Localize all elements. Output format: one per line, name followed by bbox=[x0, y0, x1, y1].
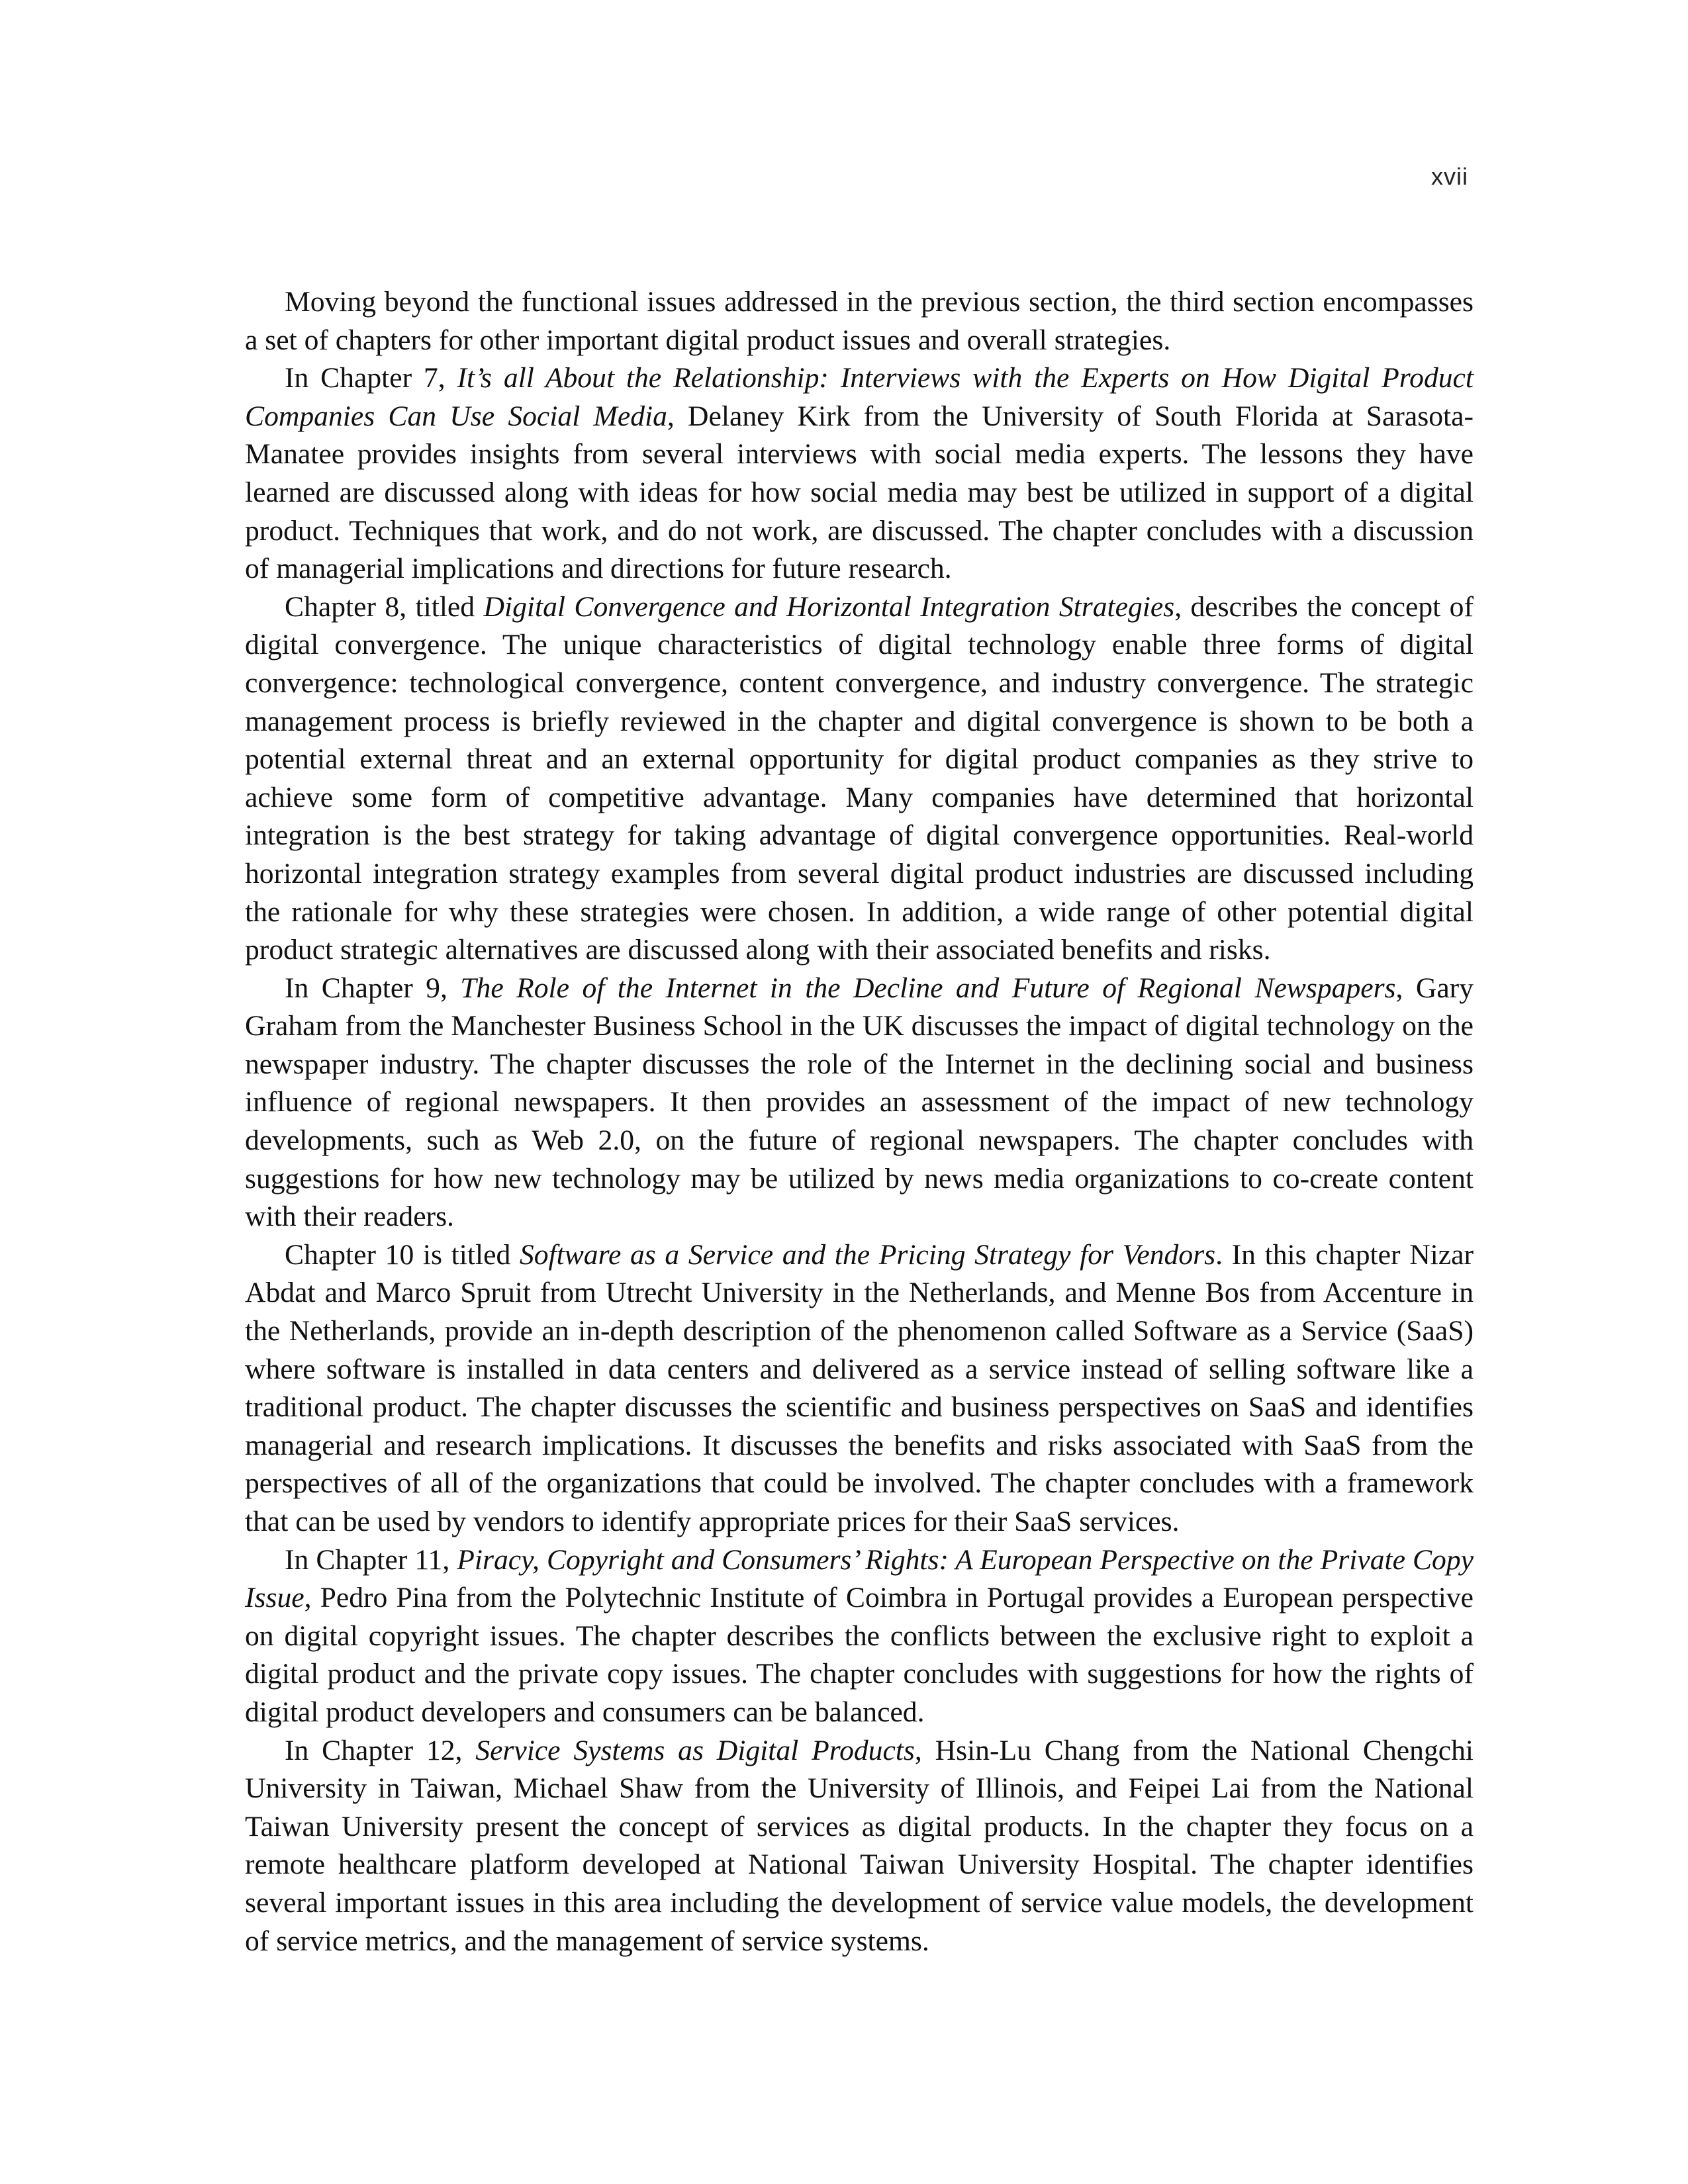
paragraph-chapter-9 bbox=[245, 970, 1474, 1236]
page-number: xvii bbox=[1431, 163, 1468, 190]
paragraph-text: . In this chapter Nizar Abdat and Marco Spruit from Utrecht University in the Netherlands, and Menne Bos from Accenture in the Netherlands, provide an in-depth description of the phenomenon called Software as a Service (SaaS) where software is installed in data centers and delivered as a service instead of selling software like a traditional product. The chapter discusses the scientific and business perspectives on SaaS and identifies managerial and research implications. It discusses the benefits and risks associated with SaaS from the perspectives of all of the organizations that could be involved. The chapter concludes with a framework that can be used by vendors to identify appropriate prices for their SaaS services. bbox=[245, 1238, 1474, 1537]
paragraph-section-intro bbox=[245, 283, 1474, 359]
chapter-title: It’s all About the Relationship: Interviews with the Experts on How Digital Product Companies Can Use Social Media bbox=[245, 362, 1474, 432]
paragraph-text: In Chapter 11, bbox=[285, 1543, 457, 1576]
paragraph-chapter-11 bbox=[245, 1541, 1474, 1732]
paragraph-chapter-7 bbox=[245, 359, 1474, 588]
chapter-title: Digital Convergence and Horizontal Integration Strategies bbox=[483, 590, 1175, 623]
paragraph-text: In Chapter 7, bbox=[285, 362, 457, 394]
paragraph-text: , Hsin-Lu Chang from the National Chengchi University in Taiwan, Michael Shaw from the University of Illinois, and Feipei Lai from the National Taiwan University present the concept of services as digital products. In the chapter they focus on a remote healthcare platform developed at National Taiwan University Hospital. The chapter identifies several important issues in this area including the development of service value models, the development of service metrics, and the management of service systems. bbox=[245, 1734, 1474, 1957]
paragraph-text: , Gary Graham from the Manchester Business School in the UK discusses the impact of digital technology on the newspaper industry. The chapter discusses the role of the Internet in the declining social and business influence of regional newspapers. It then provides an assessment of the impact of new technology developments, such as Web 2.0, on the future of regional newspapers. The chapter concludes with suggestions for how new technology may be utilized by news media organizations to co-create content with their readers. bbox=[245, 972, 1474, 1233]
paragraph-text: In Chapter 12, bbox=[285, 1734, 476, 1766]
body-text bbox=[245, 283, 1474, 1960]
paragraph-chapter-8 bbox=[245, 588, 1474, 970]
paragraph-chapter-12 bbox=[245, 1732, 1474, 1961]
paragraph-text: , describes the concept of digital convergence. The unique characteristics of digital technology enable three forms of digital convergence: technological convergence, content convergence, and industry convergence. The strategic management process is briefly reviewed in the chapter and digital convergence is shown to be both a potential external threat and an external opportunity for digital product companies as they strive to achieve some form of competitive advantage. Many companies have determined that horizontal integration is the best strategy for taking advantage of digital convergence opportunities. Real-world horizontal integration strategy examples from several digital product industries are discussed including the rationale for why these strategies were chosen. In addition, a wide range of other potential digital product strategic alternatives are discussed along with their associated benefits and risks. bbox=[245, 590, 1474, 966]
paragraph-text: , Pedro Pina from the Polytechnic Institute of Coimbra in Portugal provides a European perspective on digital copyright issues. The chapter describes the conflicts between the exclusive right to exploit a digital product and the private copy issues. The chapter concludes with suggestions for how the rights of digital product developers and consumers can be balanced. bbox=[245, 1582, 1474, 1728]
chapter-title: The Role of the Internet in the Decline and Future of Regional Newspapers bbox=[460, 972, 1396, 1004]
paragraph-text: Chapter 10 is titled bbox=[285, 1238, 520, 1271]
chapter-title: Service Systems as Digital Products bbox=[475, 1734, 915, 1766]
paragraph-chapter-10 bbox=[245, 1236, 1474, 1541]
paragraph-text: Chapter 8, titled bbox=[285, 590, 484, 623]
paragraph-text: , Delaney Kirk from the University of South Florida at Sarasota-Manatee provides insights from several interviews with social media experts. The lessons they have learned are discussed along with ideas for how social media may best be utilized in support of a digital product. Techniques that work, and do not work, are discussed. The chapter concludes with a discussion of managerial implications and directions for future research. bbox=[245, 400, 1474, 585]
chapter-title: Piracy, Copyright and Consumers’ Rights: A European Perspective on the Private Copy Issue bbox=[245, 1543, 1474, 1614]
paragraph-text: In Chapter 9, bbox=[285, 972, 461, 1004]
chapter-title: Software as a Service and the Pricing Strategy for Vendors bbox=[519, 1238, 1216, 1271]
paragraph-text: Moving beyond the functional issues addressed in the previous section, the third section encompasses a set of chapters for other important digital product issues and overall strategies. bbox=[245, 286, 1474, 356]
